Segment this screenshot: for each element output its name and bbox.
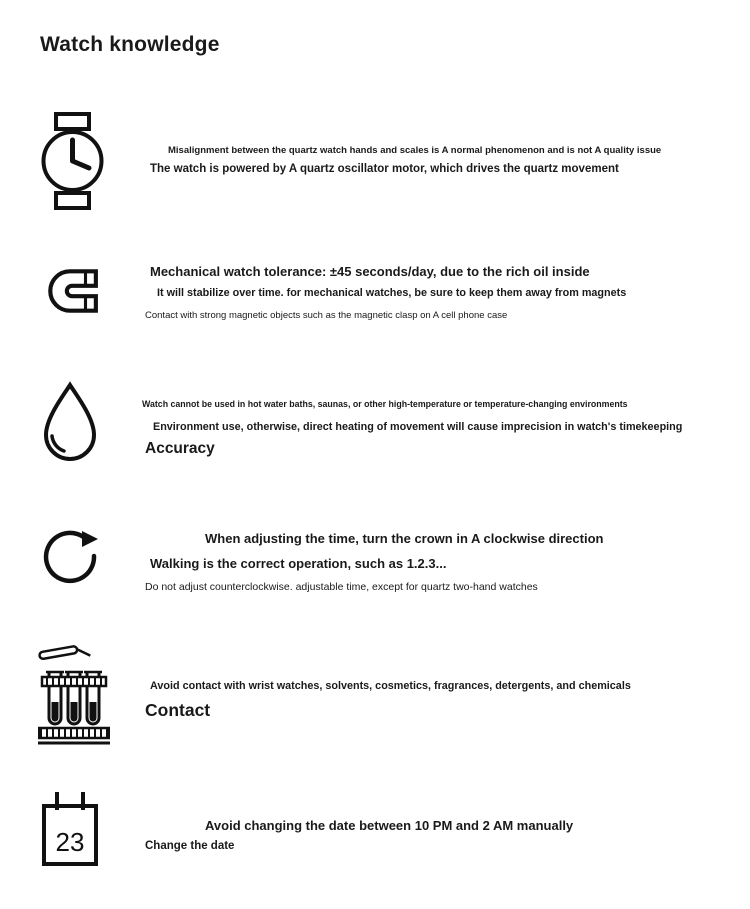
text-line: Misalignment between the quartz watch hands and scales is A normal phenomenon and is not A quality issue [168,145,662,156]
calendar-icon [42,804,98,866]
section-accuracy [0,380,750,472]
chemicals-icon [38,644,110,746]
calendar-day-number: 23 [55,827,85,857]
calendar-ring-icon [81,792,85,810]
text-line: Avoid changing the date between 10 PM and 2 AM manually [205,818,574,833]
rotate-clockwise-icon [40,524,102,590]
wristwatch-icon [40,112,106,210]
section-time-adjustment [0,522,750,600]
accuracy-heading: Accuracy [145,440,215,457]
text-line: Contact with strong magnetic objects such as the magnetic clasp on A cell phone case [145,310,508,321]
calendar-ring-icon [55,792,59,810]
text-line: Mechanical watch tolerance: ±45 seconds/day, due to the rich oil inside [150,264,590,279]
change-date-label: Change the date [145,840,235,852]
text-line: Environment use, otherwise, direct heating of movement will cause imprecision in watch's timekeeping [153,421,683,433]
text-line: Walking is the correct operation, such as 1.2.3... [150,556,447,571]
section-contact [0,644,750,748]
text-line: When adjusting the time, turn the crown in A clockwise direction [205,531,604,546]
section-magnetism [0,260,750,325]
section-quartz-movement [0,112,750,212]
text-line: Avoid contact with wrist watches, solvents, cosmetics, fragrances, detergents, and chemicals [150,680,631,692]
text-line: The watch is powered by A quartz oscillator motor, which drives the quartz movement [150,163,619,175]
text-line: Do not adjust counterclockwise. adjustable time, except for quartz two-hand watches [145,581,538,593]
water-drop-icon [40,380,100,466]
text-line: Watch cannot be used in hot water baths, saunas, or other high-temperature or temperature-changing environments [142,399,628,409]
contact-heading: Contact [145,700,211,720]
section-date-change [0,788,750,883]
page-title: Watch knowledge [40,33,220,56]
text-line: It will stabilize over time. for mechanical watches, be sure to keep them away from magnets [157,287,627,299]
magnet-icon [42,262,100,320]
